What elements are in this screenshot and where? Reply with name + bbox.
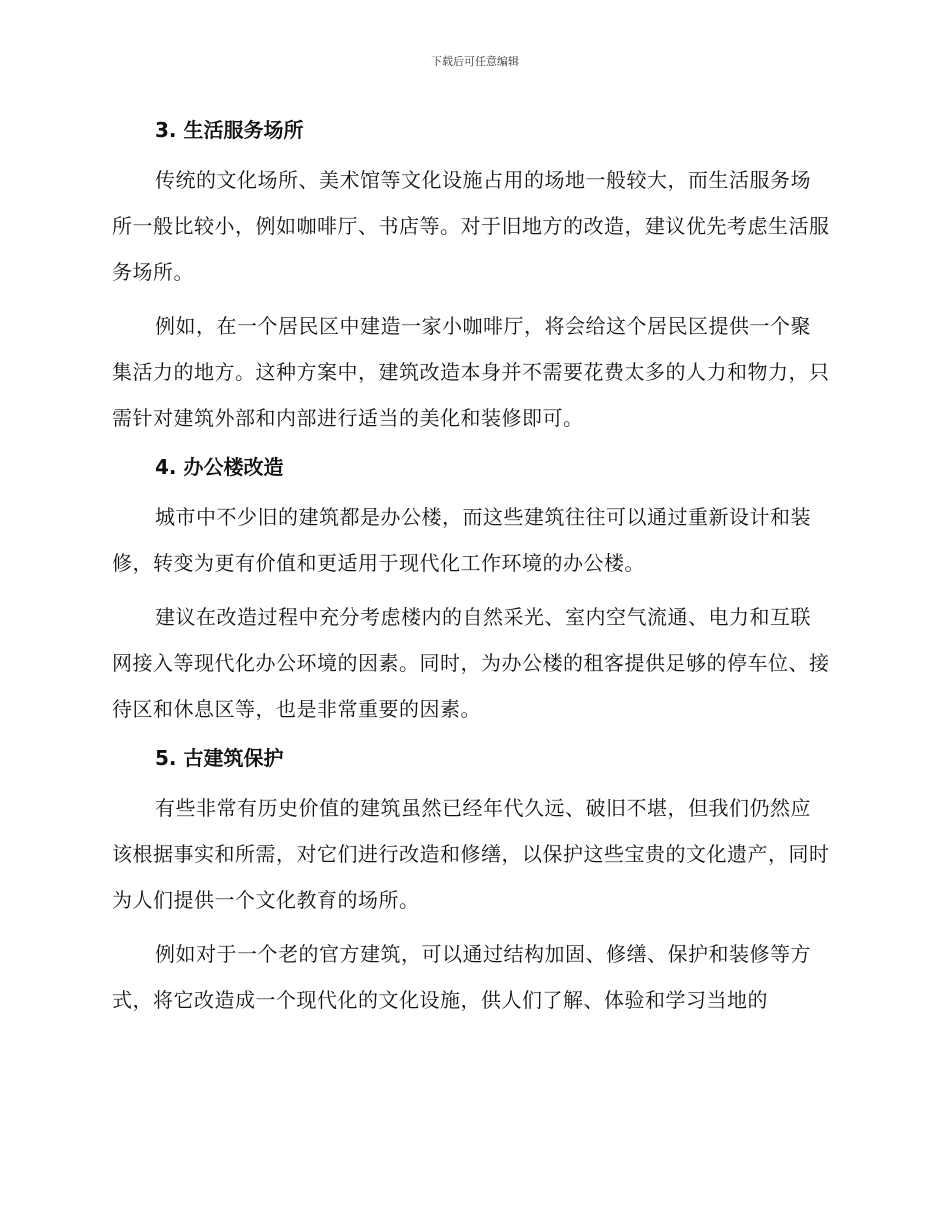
paragraph: 建议在改造过程中充分考虑楼内的自然采光、室内空气流通、电力和互联网接入等现代化办公环境的因素。同时，为办公楼的租客提供足够的停车位、接待区和休息区等，也是非常重要的因素。 xyxy=(112,605,830,721)
paragraph: 城市中不少旧的建筑都是办公楼，而这些建筑往往可以通过重新设计和装修，转变为更有价值和更适用于现代化工作环境的办公楼。 xyxy=(112,505,811,575)
section-heading: 4. 办公楼改造 xyxy=(155,455,284,479)
section-heading: 3. 生活服务场所 xyxy=(155,118,304,142)
paragraph: 传统的文化场所、美术馆等文化设施占用的场地一般较大，而生活服务场所一般比较小，例如咖啡厅、书店等。对于旧地方的改造，建议优先考虑生活服务场所。 xyxy=(112,168,830,284)
document-body xyxy=(112,112,830,1031)
page-header: 下载后可任意编辑 xyxy=(431,55,519,68)
paragraph: 有些非常有历史价值的建筑虽然已经年代久远、破旧不堪，但我们仍然应该根据事实和所需，对它们进行改造和修缮，以保护这些宝贵的文化遗产，同时为人们提供一个文化教育的场所。 xyxy=(112,796,830,912)
paragraph: 例如对于一个老的官方建筑，可以通过结构加固、修缮、保护和装修等方式，将它改造成一个现代化的文化设施，供人们了解、体验和学习当地的 xyxy=(112,942,811,1012)
section-ancient-building-protection xyxy=(112,740,830,1023)
section-living-services xyxy=(112,112,830,441)
section-office-renovation xyxy=(112,449,830,732)
paragraph: 例如，在一个居民区中建造一家小咖啡厅，将会给这个居民区提供一个聚集活力的地方。这种方案中，建筑改造本身并不需要花费太多的人力和物力，只需针对建筑外部和内部进行适当的美化和装修即可。 xyxy=(112,314,830,430)
section-heading: 5. 古建筑保护 xyxy=(155,746,284,770)
